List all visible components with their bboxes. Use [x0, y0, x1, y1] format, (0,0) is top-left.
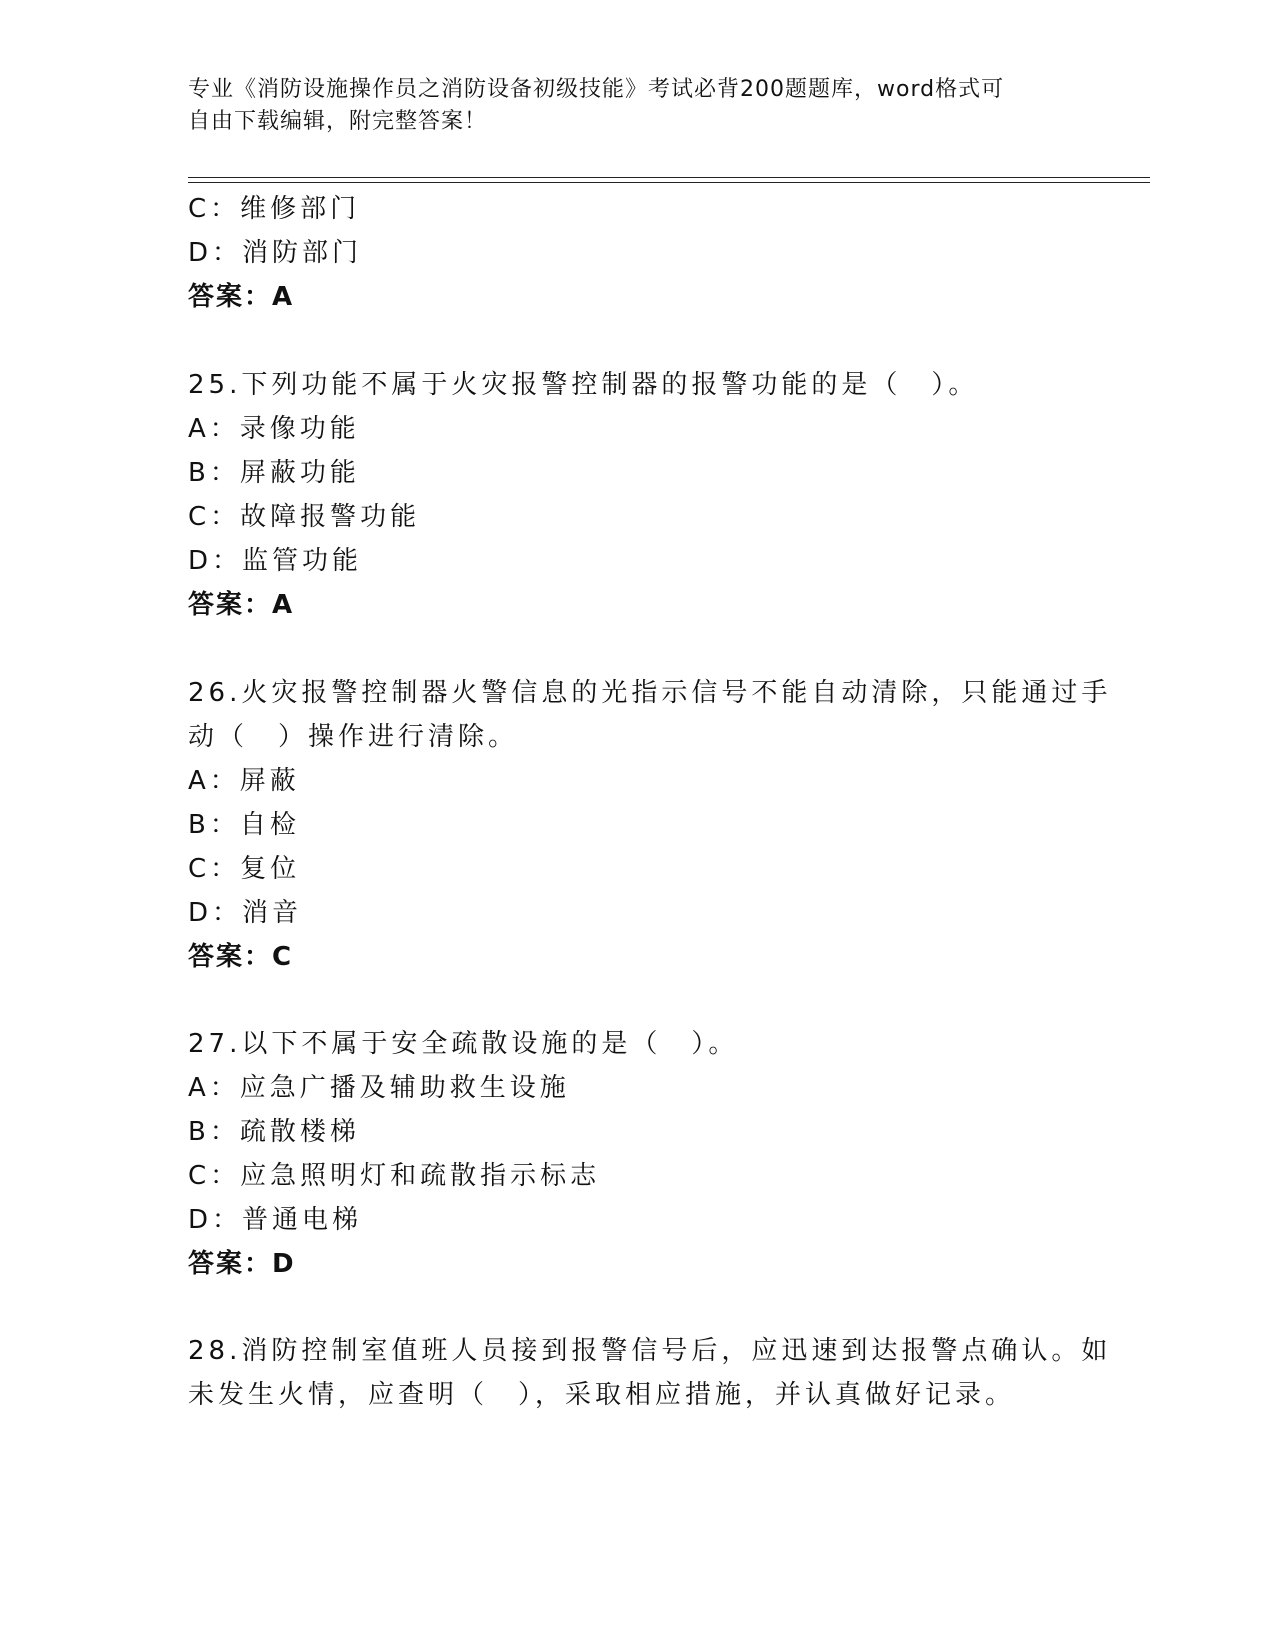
question-27-option-b: B：疏散楼梯 — [188, 1117, 360, 1147]
question-25-option-d: D：监管功能 — [188, 546, 363, 576]
question-26-answer: 答案：C — [188, 942, 294, 972]
question-27-option-d: D：普通电梯 — [188, 1205, 363, 1235]
header-divider-top — [188, 177, 1150, 178]
prev-question-answer: 答案：A — [188, 282, 295, 312]
question-26-stem-line-1: 26.火灾报警控制器火警信息的光指示信号不能自动清除，只能通过手 — [188, 678, 1112, 708]
question-27-option-a: A：应急广播及辅助救生设施 — [188, 1073, 570, 1103]
question-28-stem-line-2: 未发生火情，应查明（ ），采取相应措施，并认真做好记录。 — [188, 1380, 1016, 1410]
question-25-answer: 答案：A — [188, 590, 295, 620]
question-25-option-b: B：屏蔽功能 — [188, 458, 360, 488]
question-27-stem: 27.以下不属于安全疏散设施的是（ ）。 — [188, 1029, 739, 1059]
question-26-stem-line-2: 动（ ）操作进行清除。 — [188, 722, 519, 752]
question-26-option-d: D：消音 — [188, 898, 303, 928]
header-divider-bottom — [188, 182, 1150, 183]
question-27-option-c: C：应急照明灯和疏散指示标志 — [188, 1161, 601, 1191]
question-27-answer: 答案：D — [188, 1249, 296, 1279]
question-26-option-a: A：屏蔽 — [188, 766, 300, 796]
prev-question-option-c: C：维修部门 — [188, 194, 361, 224]
question-26-option-c: C：复位 — [188, 854, 301, 884]
prev-question-option-d: D：消防部门 — [188, 238, 363, 268]
question-25-stem: 25.下列功能不属于火灾报警控制器的报警功能的是（ ）。 — [188, 370, 979, 400]
question-26-option-b: B：自检 — [188, 810, 300, 840]
document-header — [188, 74, 1088, 138]
question-25-option-c: C：故障报警功能 — [188, 502, 421, 532]
question-25-option-a: A：录像功能 — [188, 414, 360, 444]
header-line-2: 自由下载编辑，附完整答案！ — [188, 109, 488, 134]
question-28-stem-line-1: 28.消防控制室值班人员接到报警信号后，应迅速到达报警点确认。如 — [188, 1336, 1112, 1366]
header-line-1: 专业《消防设施操作员之消防设备初级技能》考试必背200题题库，word格式可 — [188, 77, 1005, 102]
